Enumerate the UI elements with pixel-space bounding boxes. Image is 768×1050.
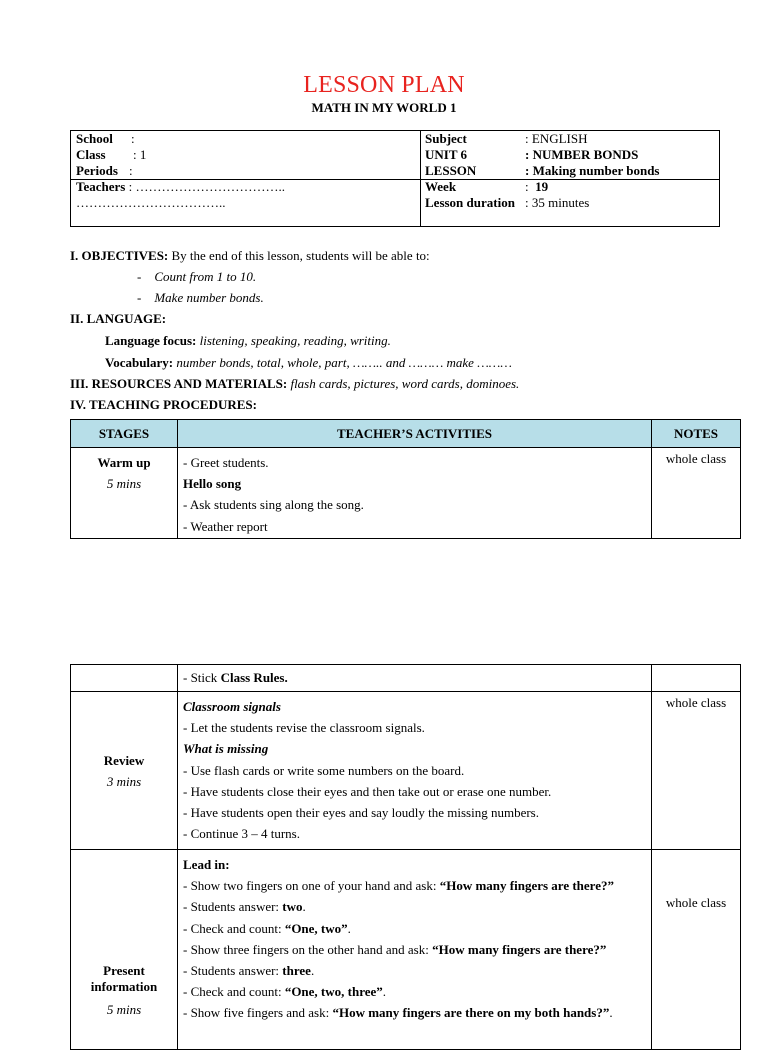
table-row-present (71, 850, 741, 1050)
subject-value: : ENGLISH (525, 131, 588, 146)
stage-time: 5 mins (106, 1002, 142, 1017)
resources-line: III. RESOURCES AND MATERIALS: flash cards, pictures, word cards, dominoes. (70, 376, 520, 391)
notes-cell: whole class (652, 850, 741, 1050)
table-header-row (71, 420, 741, 448)
procedures-table (70, 419, 741, 539)
duration-label: Lesson duration (425, 195, 515, 210)
procedures-heading: IV. TEACHING PROCEDURES: (70, 397, 257, 412)
activities-cell (178, 448, 652, 539)
stage-cell (71, 665, 178, 692)
language-heading: II. LANGUAGE: (70, 311, 167, 326)
notes-cell: whole class (652, 692, 741, 850)
activity-line: - Students answer: two. (183, 899, 306, 915)
activity-line: Classroom signals (183, 699, 281, 714)
subject-label: Subject (425, 131, 467, 146)
vocabulary-line: Vocabulary: number bonds, total, whole, part, …….. and ……… make ……… (105, 355, 512, 370)
stage-time: 5 mins (106, 476, 142, 491)
activities-cell (178, 850, 652, 1050)
col-stages: STAGES (71, 420, 178, 448)
document-title: LESSON PLAN (303, 72, 465, 98)
activity-line: - Let the students revise the classroom signals. (183, 720, 425, 736)
objective-item-1: - Count from 1 to 10. (137, 269, 257, 284)
periods-label: Periods (76, 163, 118, 178)
activity-line: - Use flash cards or write some numbers on the board. (183, 762, 465, 778)
activities-cell (178, 665, 652, 692)
col-activities: TEACHER’S ACTIVITIES (178, 420, 652, 448)
class-value: : 1 (133, 147, 147, 162)
school-label: School (76, 131, 113, 146)
unit-label: UNIT 6 (425, 147, 468, 162)
notes-cell (652, 665, 741, 692)
stage-time: 3 mins (106, 773, 142, 789)
stage-name-2: information (90, 979, 158, 994)
table-row-review (71, 692, 741, 850)
stage-cell (71, 448, 178, 539)
lesson-info-table (70, 130, 720, 227)
duration-value: : 35 minutes (525, 195, 590, 210)
teachers-line: Teachers : …………………………….. (76, 179, 285, 194)
activity-line: - Have students open their eyes and say loudly the missing numbers. (183, 805, 539, 821)
table-row-continued (71, 665, 741, 692)
stage-cell (71, 692, 178, 850)
stage-name: Present (103, 963, 145, 978)
periods-value: : (129, 163, 133, 178)
lesson-label: LESSON (425, 163, 477, 178)
objectives-line: I. OBJECTIVES: By the end of this lesson, students will be able to: (70, 248, 430, 263)
activity-line: - Ask students sing along the song. (183, 497, 364, 513)
activity-line: - Stick Class Rules. (183, 670, 288, 685)
lesson-value: : Making number bonds (525, 163, 660, 178)
activity-line: - Greet students. (183, 455, 269, 470)
stage-name: Review (103, 752, 145, 768)
activity-line: - Show three fingers on the other hand and ask: “How many fingers are there?” (183, 941, 607, 957)
stage-name: Warm up (97, 455, 151, 470)
language-focus-line: Language focus: listening, speaking, reading, writing. (105, 333, 391, 348)
objective-item-2: - Make number bonds. (137, 290, 264, 305)
activity-line: - Have students close their eyes and then take out or erase one number. (183, 783, 552, 799)
activity-line: Lead in: (183, 857, 230, 872)
teachers-line-2: …………………………….. (76, 195, 226, 210)
table-row-warmup (71, 448, 741, 539)
activity-line: - Students answer: three. (183, 963, 315, 979)
school-value: : (131, 131, 135, 146)
unit-value: : NUMBER BONDS (525, 147, 639, 162)
stage-cell (71, 850, 178, 1050)
notes-cell: whole class (652, 448, 741, 539)
activity-line: - Check and count: “One, two, three”. (183, 984, 387, 1000)
activity-line: What is missing (183, 741, 269, 757)
activities-cell (178, 692, 652, 850)
week-label: Week (425, 179, 457, 194)
activity-line: - Weather report (183, 518, 268, 534)
activity-line: - Check and count: “One, two”. (183, 920, 351, 936)
activity-line: - Continue 3 – 4 turns. (183, 826, 300, 842)
activity-line: - Show five fingers and ask: “How many fingers are there on my both hands?”. (183, 1005, 613, 1021)
document-subtitle: MATH IN MY WORLD 1 (311, 100, 457, 115)
activity-line: Hello song (183, 476, 242, 492)
class-label: Class (76, 147, 106, 162)
col-notes: NOTES (652, 420, 741, 448)
activity-line: - Show two fingers on one of your hand and ask: “How many fingers are there?” (183, 878, 614, 894)
week-value: : 19 (525, 179, 549, 194)
procedures-table-continued (70, 664, 741, 1050)
